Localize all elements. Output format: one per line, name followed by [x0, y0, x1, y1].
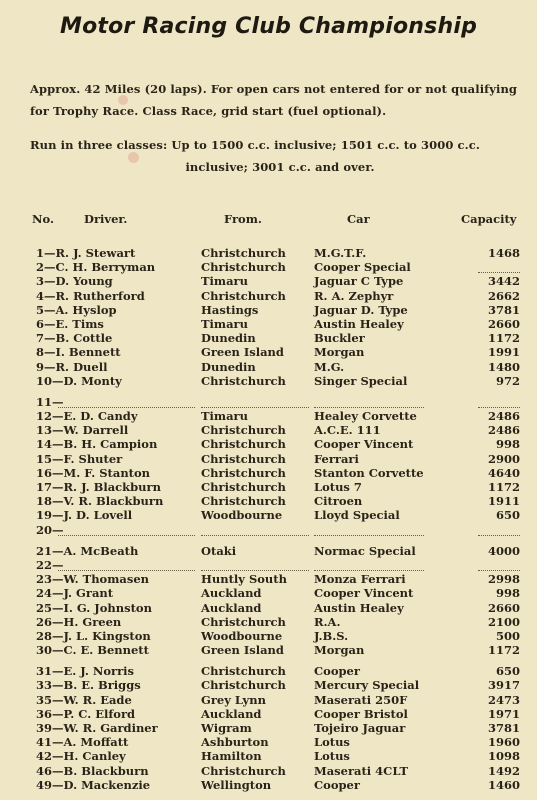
group-gap: [0, 388, 537, 395]
capacity-cell: 2100: [487, 614, 520, 629]
car-cell: Maserati 4CLT: [314, 763, 409, 778]
capacity-cell: 3781: [487, 721, 520, 735]
driver-cell: 23—W. Thomasen: [36, 572, 149, 587]
from-cell: Dunedin: [201, 359, 256, 374]
table-row: [0, 586, 537, 600]
capacity-cell: 4640: [487, 465, 520, 480]
from-cell: Christchurch: [201, 373, 286, 388]
header-capacity: Capacity: [461, 212, 517, 226]
from-cell: Christchurch: [201, 451, 286, 466]
car-cell: Jaguar C Type: [314, 274, 404, 289]
driver-cell: 16—M. F. Stanton: [36, 465, 151, 480]
table-row: [0, 707, 537, 721]
capacity-cell: 2660: [487, 600, 520, 615]
car-cell: Ferrari: [314, 451, 359, 466]
car-cell: Austin Healey: [314, 600, 404, 615]
driver-cell: 19—J. D. Lovell: [36, 508, 133, 523]
race-conditions: Approx. 42 Miles (20 laps). For open cars not entered for or not qualifying for Trophy Race. Class Race, grid start (fuel optional).: [30, 82, 518, 118]
table-row: [0, 615, 537, 629]
car-cell: Tojeiro Jaguar: [314, 721, 406, 735]
table-row: [0, 494, 537, 508]
car-cell: Maserati 250F: [314, 692, 408, 707]
driver-cell: 35—W. R. Eade: [36, 692, 132, 707]
table-row: [0, 480, 537, 494]
dotted-blank-line: [478, 407, 520, 408]
car-cell: Morgan: [314, 643, 365, 658]
capacity-cell: 2473: [487, 692, 520, 707]
from-cell: Otaki: [201, 543, 237, 558]
from-cell: Auckland: [201, 586, 262, 601]
car-cell: Cooper: [314, 664, 360, 679]
capacity-cell: 2998: [487, 572, 520, 587]
table-row: [0, 246, 537, 260]
driver-cell: 33—B. E. Briggs: [36, 678, 141, 693]
capacity-cell: 3781: [487, 302, 520, 317]
dotted-blank-line: [314, 570, 424, 571]
car-cell: Lotus 7: [314, 480, 362, 494]
from-cell: Christchurch: [201, 480, 286, 494]
table-row: [0, 749, 537, 763]
driver-cell: 24—J. Grant: [36, 586, 114, 601]
from-cell: Dunedin: [201, 331, 256, 346]
dotted-blank-line: [201, 570, 309, 571]
table-row: [0, 374, 537, 388]
dotted-blank-line: [58, 535, 195, 536]
from-cell: Green Island: [201, 643, 284, 658]
car-cell: Citroen: [314, 494, 363, 509]
from-cell: Christchurch: [201, 763, 286, 778]
car-cell: R. A. Zephyr: [314, 288, 394, 303]
driver-cell: 22—: [36, 557, 64, 572]
dotted-blank-line: [314, 407, 424, 408]
car-cell: Jaguar D. Type: [314, 302, 408, 317]
page-title: Motor Racing Club Championship: [59, 14, 478, 39]
from-cell: Grey Lynn: [201, 692, 266, 707]
table-row: [0, 629, 537, 643]
table-row: [0, 260, 537, 274]
from-cell: Christchurch: [201, 288, 286, 303]
table-header: [0, 212, 537, 228]
table-row: [0, 452, 537, 466]
from-cell: Hastings: [201, 302, 259, 317]
dotted-blank-line: [314, 535, 424, 536]
table-row: [0, 289, 537, 303]
table-row: [0, 643, 537, 657]
driver-cell: 3—D. Young: [36, 274, 113, 289]
driver-cell: 12—E. D. Candy: [36, 409, 138, 424]
from-cell: Christchurch: [201, 437, 286, 452]
capacity-cell: 1460: [487, 777, 520, 792]
table-row: [0, 345, 537, 359]
table-row: [0, 331, 537, 345]
car-cell: Normac Special: [314, 543, 416, 558]
capacity-cell: 2662: [487, 288, 520, 303]
capacity-cell: 4000: [487, 543, 520, 558]
from-cell: Woodbourne: [201, 508, 283, 523]
dotted-blank-line: [478, 570, 520, 571]
from-cell: Auckland: [201, 706, 262, 721]
car-cell: Stanton Corvette: [314, 465, 424, 480]
car-cell: J.B.S.: [314, 628, 349, 643]
car-cell: Singer Special: [314, 373, 408, 388]
driver-cell: 8—I. Bennett: [36, 345, 121, 360]
from-cell: Auckland: [201, 600, 262, 615]
from-cell: Timaru: [201, 316, 248, 331]
dotted-blank-line: [201, 407, 309, 408]
table-row: [0, 523, 537, 537]
capacity-cell: 1172: [487, 331, 520, 346]
table-row: [0, 601, 537, 615]
car-cell: Morgan: [314, 345, 365, 360]
driver-cell: 1—R. J. Stewart: [36, 246, 136, 260]
capacity-cell: 2486: [487, 409, 520, 424]
entry-list: [0, 246, 537, 792]
driver-cell: 11—: [36, 394, 64, 409]
capacity-cell: 2660: [487, 316, 520, 331]
table-row: [0, 508, 537, 522]
group-gap: [0, 657, 537, 664]
from-cell: Woodbourne: [201, 628, 283, 643]
capacity-cell: 650: [495, 508, 520, 523]
capacity-cell: 1911: [487, 494, 520, 509]
table-row: [0, 735, 537, 749]
from-cell: Christchurch: [201, 465, 286, 480]
table-row: [0, 409, 537, 423]
from-cell: Timaru: [201, 274, 248, 289]
table-row: [0, 721, 537, 735]
driver-cell: 41—A. Moffatt: [36, 735, 129, 750]
driver-cell: 6—E. Tims: [36, 316, 104, 331]
table-row: [0, 558, 537, 572]
car-cell: Lotus: [314, 735, 350, 750]
capacity-cell: 1098: [487, 749, 520, 764]
capacity-cell: 1492: [487, 763, 520, 778]
race-classes-line1: Run in three classes: Up to 1500 c.c. inclusive; 1501 c.c. to 3000 c.c.: [30, 138, 480, 152]
race-classes: [30, 134, 530, 178]
table-row: [0, 693, 537, 707]
from-cell: Christchurch: [201, 260, 286, 275]
from-cell: Green Island: [201, 345, 284, 360]
table-row: [0, 466, 537, 480]
car-cell: Buckler: [314, 331, 365, 346]
car-cell: Mercury Special: [314, 678, 420, 693]
table-row: [0, 778, 537, 792]
table-row: [0, 360, 537, 374]
from-cell: Christchurch: [201, 664, 286, 679]
table-row: [0, 572, 537, 586]
table-row: [0, 437, 537, 451]
table-row: [0, 764, 537, 778]
from-cell: Huntly South: [201, 572, 287, 587]
car-cell: Cooper Special: [314, 260, 411, 275]
capacity-cell: 3442: [487, 274, 520, 289]
capacity-cell: 2900: [487, 451, 520, 466]
table-row: [0, 544, 537, 558]
car-cell: Cooper Bristol: [314, 706, 408, 721]
driver-cell: 2—C. H. Berryman: [36, 260, 156, 275]
dotted-blank-line: [478, 535, 520, 536]
from-cell: Christchurch: [201, 246, 286, 260]
driver-cell: 9—R. Duell: [36, 359, 108, 374]
driver-cell: 39—W. R. Gardiner: [36, 721, 158, 735]
dotted-blank-line: [201, 535, 309, 536]
from-cell: Wigram: [201, 721, 252, 735]
from-cell: Christchurch: [201, 678, 286, 693]
driver-cell: 28—J. L. Kingston: [36, 628, 151, 643]
driver-cell: 18—V. R. Blackburn: [36, 494, 164, 509]
driver-cell: 7—B. Cottle: [36, 331, 113, 346]
table-row: [0, 678, 537, 692]
header-car: Car: [347, 212, 370, 226]
driver-cell: 4—R. Rutherford: [36, 288, 145, 303]
capacity-cell: 3917: [487, 678, 520, 693]
table-row: [0, 303, 537, 317]
car-cell: Lloyd Special: [314, 508, 400, 523]
driver-cell: 17—R. J. Blackburn: [36, 480, 161, 494]
capacity-cell: 998: [495, 586, 520, 601]
dotted-blank-line: [58, 570, 195, 571]
car-cell: Cooper Vincent: [314, 586, 414, 601]
capacity-cell: 1172: [487, 480, 520, 494]
dotted-blank-line: [58, 407, 195, 408]
from-cell: Christchurch: [201, 614, 286, 629]
driver-cell: 5—A. Hyslop: [36, 302, 117, 317]
car-cell: Healey Corvette: [314, 409, 417, 424]
header-from: From.: [224, 212, 262, 226]
from-cell: Wellington: [201, 777, 272, 792]
header-driver: Driver.: [84, 212, 128, 226]
driver-cell: 46—B. Blackburn: [36, 763, 149, 778]
driver-cell: 30—C. E. Bennett: [36, 643, 149, 658]
car-cell: Austin Healey: [314, 316, 404, 331]
from-cell: Christchurch: [201, 494, 286, 509]
from-cell: Ashburton: [201, 735, 269, 750]
from-cell: Timaru: [201, 409, 248, 424]
race-description: [30, 78, 530, 190]
driver-cell: 10—D. Monty: [36, 373, 122, 388]
car-cell: Monza Ferrari: [314, 572, 406, 587]
driver-cell: 15—F. Shuter: [36, 451, 123, 466]
table-row: [0, 395, 537, 409]
capacity-cell: 500: [495, 628, 520, 643]
capacity-cell: 650: [495, 664, 520, 679]
car-cell: Cooper: [314, 777, 360, 792]
race-classes-line2: inclusive; 3001 c.c. and over.: [185, 160, 375, 174]
driver-cell: 26—H. Green: [36, 614, 122, 629]
driver-cell: 20—: [36, 522, 64, 537]
capacity-cell: 1480: [487, 359, 520, 374]
capacity-cell: 1991: [487, 345, 520, 360]
dotted-blank-line: [478, 272, 520, 273]
car-cell: M.G.: [314, 359, 345, 374]
driver-cell: 25—I. G. Johnston: [36, 600, 152, 615]
table-row: [0, 664, 537, 678]
driver-cell: 49—D. Mackenzie: [36, 777, 151, 792]
driver-cell: 21—A. McBeath: [36, 543, 139, 558]
table-row: [0, 317, 537, 331]
table-row: [0, 423, 537, 437]
driver-cell: 14—B. H. Campion: [36, 437, 158, 452]
table-row: [0, 274, 537, 288]
driver-cell: 42—H. Canley: [36, 749, 126, 764]
driver-cell: 31—E. J. Norris: [36, 664, 134, 679]
car-cell: R.A.: [314, 614, 341, 629]
car-cell: Cooper Vincent: [314, 437, 414, 452]
capacity-cell: 998: [495, 437, 520, 452]
driver-cell: 36—P. C. Elford: [36, 706, 136, 721]
capacity-cell: 972: [495, 373, 520, 388]
capacity-cell: 1468: [487, 246, 520, 260]
from-cell: Hamilton: [201, 749, 262, 764]
car-cell: A.C.E. 111: [314, 423, 381, 438]
header-no: No.: [32, 212, 54, 226]
from-cell: Christchurch: [201, 423, 286, 438]
car-cell: Lotus: [314, 749, 350, 764]
capacity-cell: 1960: [487, 735, 520, 750]
capacity-cell: 1971: [487, 706, 520, 721]
driver-cell: 13—W. Darrell: [36, 423, 129, 438]
group-gap: [0, 537, 537, 544]
capacity-cell: 2486: [487, 423, 520, 438]
capacity-cell: 1172: [487, 643, 520, 658]
car-cell: M.G.T.F.: [314, 246, 367, 260]
